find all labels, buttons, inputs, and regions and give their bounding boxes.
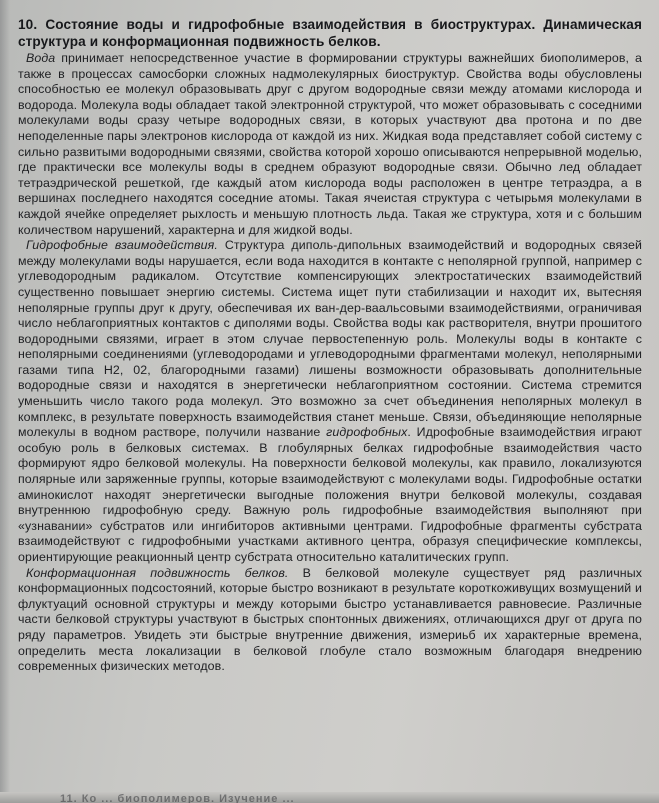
paragraph-lead: Гидрофобные взаимодействия. xyxy=(26,238,218,253)
paragraph-text: принимает непосредственное участие в формировании структуры важнейших биополимеров, а также в процессах самосборки сложных надмолекулярных биоструктур. Свойства воды обусловлены способностью ее молекул образовывать друг с другом водородные связи между атомами кислорода и водорода. Молекула воды обладает такой электронной структурой, что может образовывать с соседними молекулами воды сразу четыре водородных связи, в которых участвуют два протона и по две неподеленные пары электронов кислорода от каждой из них. Жидкая вода представляет собой систему с сильно развитыми водородными связями, свойства которой хорошо описываются непрерывной моделью, где практически все молекулы воды в среднем образуют водородные связи. Обычно лед обладает тетраэдрической решеткой, где каждый атом кислорода воды расположен в центре тетраэдра, а в вершинах последнего находятся соседние атомы. Такая ячеистая структура с четырьмя молекулами в каждой ячейке определяет рыхлость и меньшую плотность льда. Такая же структура, хотя и с большим количеством нарушений, характерна и для жидкой воды. xyxy=(18,51,642,237)
page-footer-cutoff xyxy=(0,792,659,803)
paragraph-text-cont: . Идрофобные взаимодействия играют особую роль в белковых системах. В глобулярных белках гидрофобные взаимодействия часто формируют ядро белковой молекулы. На поверхности белковой молекулы, как правило, локализуются полярные или заряженные группы, которые взаимодействуют с молекулами воды. Гидрофобные остатки аминокислот находят энергетически выгодные положения внутри белковой молекулы, создавая внутреннюю гидрофобную среду. Важную роль гидрофобные взаимодействия выполняют при «узнавании» субстратов или ингибиторов активными центрами. Гидрофобные фрагменты субстрата взаимодействуют с гидрофобными участками активного центра, образуя специфические комплексы, ориентирующие реакционный центр субстрата относительно каталитических групп. xyxy=(18,425,642,564)
paragraph-text: В белковой молекуле существует ряд различных конформационных подсостояний, которые быстро возникают в результате короткоживущих возмущений и флуктуаций основной структуры и между которыми быстро устанавливается равновесие. Различные части белковой структуры участвуют в быстрых спонтонных движениях, отличающихся друг от друга по ряду параметров. Увидеть эти быстрые внутренние движения, измериьб их характерные времена, определить места локализации в белковой глобуле стало возможным благодаря внедрению современных физических методов. xyxy=(18,565,643,674)
section-title: 10. Состояние воды и гидрофобные взаимодействия в биоструктурах. Динамическая структура и конформационная подвижность белков. xyxy=(18,17,642,49)
paragraph-hydrophobic xyxy=(18,238,642,565)
paragraph-text: Структура диполь-дипольных взаимодействий и водородных связей между молекулами воды нарушается, если вода находится в контакте с неполярной группой, например с углеводородным радикалом. Отсутствие компенсирующих электростатических взаимодействий существенно повышает энергию системы. Система ищет пути стабилизации и находит их, вытесняя неполярные группы друг к другу, обеспечивая их ван-дер-ваальсовыми взаимодействиями, ограничивая число неблагоприятных контактов с диполями воды. Свойства воды как растворителя, внутри прошитого водородными связями, играет в этом случае первостепенную роль. Молекулы воды в контакте с неполярными соединениями (углеводородами и углеводородными фрагментами молекул, неполярными газами типа Н2, 02, благородными газами) лишены возможности образовывать дополнительные водородные связи и находятся в энергетически неблагоприятном состоянии. Система стремится уменьшить число такого рода молекул. Это возможно за счет объединения неполярных молекул в комплекс, в результате поверхность взаимодействия станет меньше. Связи, объединяющие неполярные молекулы в водном растворе, получили название xyxy=(18,238,642,440)
paragraph-conformational xyxy=(18,566,642,675)
paragraph-lead: Вода xyxy=(26,51,56,65)
paragraph-water xyxy=(18,51,642,238)
paragraph-lead: Конформационная подвижность белков. xyxy=(26,565,289,580)
paragraph-term: гидрофобных xyxy=(326,425,408,440)
page-shadow xyxy=(0,0,10,803)
footer-partial-text: 11. Ко ... биополимеров. Изучение ... xyxy=(60,793,295,803)
document-body xyxy=(18,16,642,675)
